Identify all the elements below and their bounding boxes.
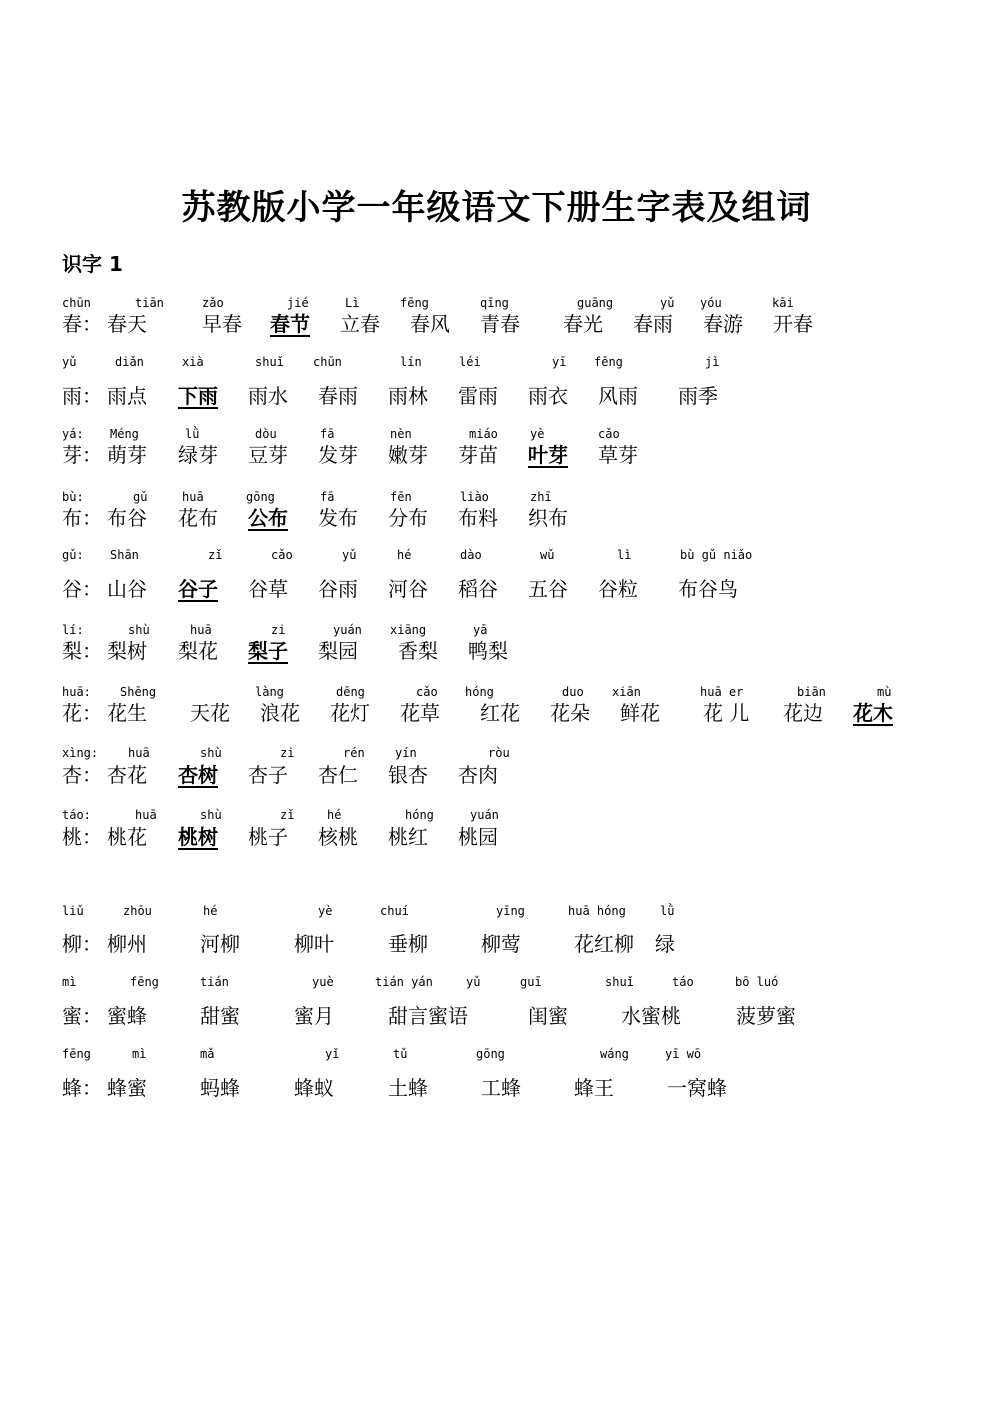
word-item: 蜜蜂 bbox=[107, 1004, 147, 1028]
character-head: 春： bbox=[62, 312, 102, 336]
pinyin-label: shuǐ bbox=[255, 355, 284, 369]
pinyin-label: huā bbox=[190, 623, 212, 637]
word-item: 花朵 bbox=[550, 701, 590, 725]
word-item: 雨林 bbox=[388, 384, 428, 408]
word-item: 银杏 bbox=[388, 763, 428, 787]
pinyin-label: dòu bbox=[255, 427, 277, 441]
pinyin-label: chūn bbox=[313, 355, 342, 369]
word-item: 春游 bbox=[703, 312, 743, 336]
word-item: 杏仁 bbox=[318, 763, 358, 787]
word-item: 青春 bbox=[480, 312, 520, 336]
pinyin-label: táo bbox=[672, 975, 694, 989]
pinyin-label: fā bbox=[320, 490, 335, 504]
word-item: 下雨 bbox=[178, 384, 218, 408]
word-item: 蜂蚁 bbox=[294, 1076, 334, 1100]
word-item: 香梨 bbox=[398, 639, 438, 663]
pinyin-label: hóng bbox=[405, 808, 434, 822]
pinyin-label: xiāng bbox=[390, 623, 427, 637]
pinyin-label: Shān bbox=[110, 548, 139, 562]
pinyin-label: zǐ bbox=[280, 808, 295, 822]
word-item: 春天 bbox=[107, 312, 147, 336]
word-item: 分布 bbox=[388, 506, 428, 530]
pinyin-label: yǔ bbox=[342, 548, 357, 562]
pinyin-label: yā bbox=[473, 623, 488, 637]
pinyin-label: huā bbox=[182, 490, 204, 504]
pinyin-label: gǔ: bbox=[62, 548, 84, 562]
word-item: 蜜月 bbox=[294, 1004, 334, 1028]
word-item: 雷雨 bbox=[458, 384, 498, 408]
pinyin-label: liào bbox=[460, 490, 489, 504]
character-head: 布： bbox=[62, 506, 102, 530]
pinyin-label: duo bbox=[562, 685, 584, 699]
page-title: 苏教版小学一年级语文下册生字表及组词 bbox=[181, 188, 812, 228]
word-item: 桃花 bbox=[107, 825, 147, 849]
pinyin-label: guī bbox=[520, 975, 542, 989]
pinyin-label: shuǐ bbox=[605, 975, 634, 989]
pinyin-label: hé bbox=[203, 904, 218, 918]
pinyin-label: yīng bbox=[496, 904, 525, 918]
word-item: 菠萝蜜 bbox=[736, 1004, 796, 1028]
pinyin-label: yǔ bbox=[660, 296, 675, 310]
word-item: 花布 bbox=[178, 506, 218, 530]
word-item: 鲜花 bbox=[620, 701, 660, 725]
character-head: 雨： bbox=[62, 384, 102, 408]
pinyin-label: wáng bbox=[600, 1047, 629, 1061]
pinyin-label: chuí bbox=[380, 904, 409, 918]
character-head: 芽： bbox=[62, 443, 102, 467]
pinyin-label: léi bbox=[459, 355, 481, 369]
word-item: 布料 bbox=[458, 506, 498, 530]
pinyin-label: hóng bbox=[465, 685, 494, 699]
pinyin-label: mì bbox=[62, 975, 77, 989]
pinyin-label: yǐ bbox=[325, 1047, 340, 1061]
pinyin-label: xiān bbox=[612, 685, 641, 699]
word-item: 布谷 bbox=[107, 506, 147, 530]
pinyin-label: mǎ bbox=[200, 1047, 215, 1061]
pinyin-label: lǜ bbox=[185, 427, 200, 441]
word-item: 花木 bbox=[853, 701, 893, 725]
pinyin-label: yuán bbox=[333, 623, 362, 637]
word-item: 草芽 bbox=[598, 443, 638, 467]
pinyin-label: fēn bbox=[390, 490, 412, 504]
word-item: 谷草 bbox=[248, 577, 288, 601]
character-head: 谷： bbox=[62, 577, 102, 601]
word-item: 甜蜜 bbox=[200, 1004, 240, 1028]
pinyin-label: xìng: bbox=[62, 746, 99, 760]
pinyin-label: yǔ bbox=[466, 975, 481, 989]
word-item: 花红柳 bbox=[574, 932, 634, 956]
pinyin-label: jié bbox=[287, 296, 309, 310]
word-item: 桃树 bbox=[178, 825, 218, 849]
pinyin-label: ròu bbox=[488, 746, 510, 760]
pinyin-label: fā bbox=[320, 427, 335, 441]
word-item: 河柳 bbox=[200, 932, 240, 956]
word-item: 叶芽 bbox=[528, 443, 568, 467]
pinyin-label: yī bbox=[552, 355, 567, 369]
character-head: 柳： bbox=[62, 932, 102, 956]
pinyin-label: Méng bbox=[110, 427, 139, 441]
pinyin-label: liǔ bbox=[62, 904, 84, 918]
pinyin-label: biān bbox=[797, 685, 826, 699]
pinyin-label: chūn bbox=[62, 296, 91, 310]
pinyin-label: gōng bbox=[476, 1047, 505, 1061]
pinyin-label: dào bbox=[460, 548, 482, 562]
word-item: 布谷鸟 bbox=[678, 577, 738, 601]
pinyin-label: qīng bbox=[480, 296, 509, 310]
pinyin-label: làng bbox=[255, 685, 284, 699]
word-item: 蜂蜜 bbox=[107, 1076, 147, 1100]
word-item: 雨水 bbox=[248, 384, 288, 408]
word-item: 立春 bbox=[340, 312, 380, 336]
pinyin-label: zhī bbox=[530, 490, 552, 504]
word-item: 雨衣 bbox=[528, 384, 568, 408]
pinyin-label: hé bbox=[397, 548, 412, 562]
pinyin-label: huā: bbox=[62, 685, 91, 699]
word-item: 嫩芽 bbox=[388, 443, 428, 467]
word-item: 绿芽 bbox=[178, 443, 218, 467]
word-item: 发芽 bbox=[318, 443, 358, 467]
word-item: 一窝蜂 bbox=[667, 1076, 727, 1100]
pinyin-label: tián yán bbox=[375, 975, 433, 989]
pinyin-label: lǜ bbox=[660, 904, 675, 918]
word-item: 杏树 bbox=[178, 763, 218, 787]
word-item: 芽苗 bbox=[458, 443, 498, 467]
word-item: 鸭梨 bbox=[468, 639, 508, 663]
pinyin-label: yǔ bbox=[62, 355, 77, 369]
word-item: 开春 bbox=[773, 312, 813, 336]
word-item: 春雨 bbox=[633, 312, 673, 336]
word-item: 雨季 bbox=[678, 384, 718, 408]
word-item: 垂柳 bbox=[388, 932, 428, 956]
pinyin-label: hé bbox=[327, 808, 342, 822]
pinyin-label: lín bbox=[400, 355, 422, 369]
pinyin-label: mì bbox=[132, 1047, 147, 1061]
word-item: 杏肉 bbox=[458, 763, 498, 787]
word-item: 水蜜桃 bbox=[621, 1004, 681, 1028]
pinyin-label: yè bbox=[318, 904, 333, 918]
pinyin-label: rén bbox=[343, 746, 365, 760]
pinyin-label: yuè bbox=[312, 975, 334, 989]
word-item: 杏子 bbox=[248, 763, 288, 787]
pinyin-label: Shēng bbox=[120, 685, 157, 699]
word-item: 红花 bbox=[480, 701, 520, 725]
word-item: 花灯 bbox=[330, 701, 370, 725]
word-item: 工蜂 bbox=[481, 1076, 521, 1100]
word-item: 花 儿 bbox=[703, 701, 750, 725]
word-item: 谷粒 bbox=[598, 577, 638, 601]
word-item: 春雨 bbox=[318, 384, 358, 408]
pinyin-label: bù gǔ niǎo bbox=[680, 548, 753, 562]
pinyin-label: yín bbox=[395, 746, 417, 760]
section-heading: 识字 1 bbox=[62, 252, 123, 276]
pinyin-label: zǎo bbox=[202, 296, 224, 310]
word-item: 梨花 bbox=[178, 639, 218, 663]
word-item: 柳叶 bbox=[294, 932, 334, 956]
word-item: 柳州 bbox=[107, 932, 147, 956]
word-item: 闺蜜 bbox=[528, 1004, 568, 1028]
pinyin-label: dēng bbox=[336, 685, 365, 699]
word-item: 稻谷 bbox=[458, 577, 498, 601]
pinyin-label: shù bbox=[128, 623, 150, 637]
word-item: 春节 bbox=[270, 312, 310, 336]
word-item: 梨园 bbox=[318, 639, 358, 663]
word-item: 春光 bbox=[563, 312, 603, 336]
pinyin-label: gōng bbox=[246, 490, 275, 504]
pinyin-label: gǔ bbox=[133, 490, 148, 504]
pinyin-label: diǎn bbox=[115, 355, 144, 369]
word-item: 花边 bbox=[783, 701, 823, 725]
pinyin-label: kāi bbox=[772, 296, 794, 310]
word-item: 桃红 bbox=[388, 825, 428, 849]
pinyin-label: zǐ bbox=[208, 548, 223, 562]
word-item: 梨树 bbox=[107, 639, 147, 663]
pinyin-label: táo: bbox=[62, 808, 91, 822]
character-head: 桃： bbox=[62, 825, 102, 849]
pinyin-label: lí: bbox=[62, 623, 84, 637]
pinyin-label: tǔ bbox=[393, 1047, 408, 1061]
pinyin-label: yī wō bbox=[665, 1047, 702, 1061]
word-item: 蜂王 bbox=[574, 1076, 614, 1100]
word-item: 山谷 bbox=[107, 577, 147, 601]
pinyin-label: shù bbox=[200, 746, 222, 760]
character-head: 蜂： bbox=[62, 1076, 102, 1100]
word-item: 花生 bbox=[107, 701, 147, 725]
word-item: 谷雨 bbox=[318, 577, 358, 601]
word-item: 桃园 bbox=[458, 825, 498, 849]
word-item: 发布 bbox=[318, 506, 358, 530]
pinyin-label: shù bbox=[200, 808, 222, 822]
word-item: 雨点 bbox=[107, 384, 147, 408]
pinyin-label: wǔ bbox=[540, 548, 555, 562]
word-item: 天花 bbox=[190, 701, 230, 725]
word-item: 蚂蜂 bbox=[200, 1076, 240, 1100]
pinyin-label: yuán bbox=[470, 808, 499, 822]
word-item: 绿 bbox=[655, 932, 675, 956]
word-item: 甜言蜜语 bbox=[388, 1004, 468, 1028]
pinyin-label: fēng bbox=[400, 296, 429, 310]
word-item: 花草 bbox=[400, 701, 440, 725]
pinyin-label: yè bbox=[530, 427, 545, 441]
word-item: 核桃 bbox=[318, 825, 358, 849]
character-head: 花： bbox=[62, 701, 102, 725]
pinyin-label: bù: bbox=[62, 490, 84, 504]
pinyin-label: yá: bbox=[62, 427, 84, 441]
character-head: 杏： bbox=[62, 763, 102, 787]
pinyin-label: zi bbox=[280, 746, 295, 760]
pinyin-label: xià bbox=[182, 355, 204, 369]
pinyin-label: huā er bbox=[700, 685, 744, 699]
pinyin-label: huā bbox=[128, 746, 150, 760]
pinyin-label: huā bbox=[135, 808, 157, 822]
pinyin-label: mù bbox=[877, 685, 892, 699]
pinyin-label: bō luó bbox=[735, 975, 779, 989]
word-item: 早春 bbox=[202, 312, 242, 336]
word-item: 谷子 bbox=[178, 577, 218, 601]
pinyin-label: Lì bbox=[345, 296, 360, 310]
word-item: 桃子 bbox=[248, 825, 288, 849]
word-item: 土蜂 bbox=[388, 1076, 428, 1100]
pinyin-label: fēng bbox=[130, 975, 159, 989]
word-item: 河谷 bbox=[388, 577, 428, 601]
pinyin-label: guāng bbox=[577, 296, 614, 310]
word-item: 春风 bbox=[410, 312, 450, 336]
word-item: 公布 bbox=[248, 506, 288, 530]
pinyin-label: tiān bbox=[135, 296, 164, 310]
word-item: 梨子 bbox=[248, 639, 288, 663]
pinyin-label: yóu bbox=[700, 296, 722, 310]
word-item: 织布 bbox=[528, 506, 568, 530]
pinyin-label: fēng bbox=[62, 1047, 91, 1061]
pinyin-label: jì bbox=[705, 355, 720, 369]
pinyin-label: huā hóng bbox=[568, 904, 626, 918]
pinyin-label: tián bbox=[200, 975, 229, 989]
pinyin-label: nèn bbox=[390, 427, 412, 441]
word-item: 萌芽 bbox=[107, 443, 147, 467]
pinyin-label: lì bbox=[617, 548, 632, 562]
word-item: 杏花 bbox=[107, 763, 147, 787]
word-item: 浪花 bbox=[260, 701, 300, 725]
word-item: 五谷 bbox=[528, 577, 568, 601]
pinyin-label: zi bbox=[271, 623, 286, 637]
character-head: 梨： bbox=[62, 639, 102, 663]
pinyin-label: cǎo bbox=[416, 685, 438, 699]
pinyin-label: cǎo bbox=[598, 427, 620, 441]
pinyin-label: miáo bbox=[469, 427, 498, 441]
word-item: 风雨 bbox=[598, 384, 638, 408]
word-item: 柳莺 bbox=[481, 932, 521, 956]
word-item: 豆芽 bbox=[248, 443, 288, 467]
pinyin-label: cǎo bbox=[271, 548, 293, 562]
pinyin-label: fēng bbox=[594, 355, 623, 369]
pinyin-label: zhōu bbox=[123, 904, 152, 918]
character-head: 蜜： bbox=[62, 1004, 102, 1028]
